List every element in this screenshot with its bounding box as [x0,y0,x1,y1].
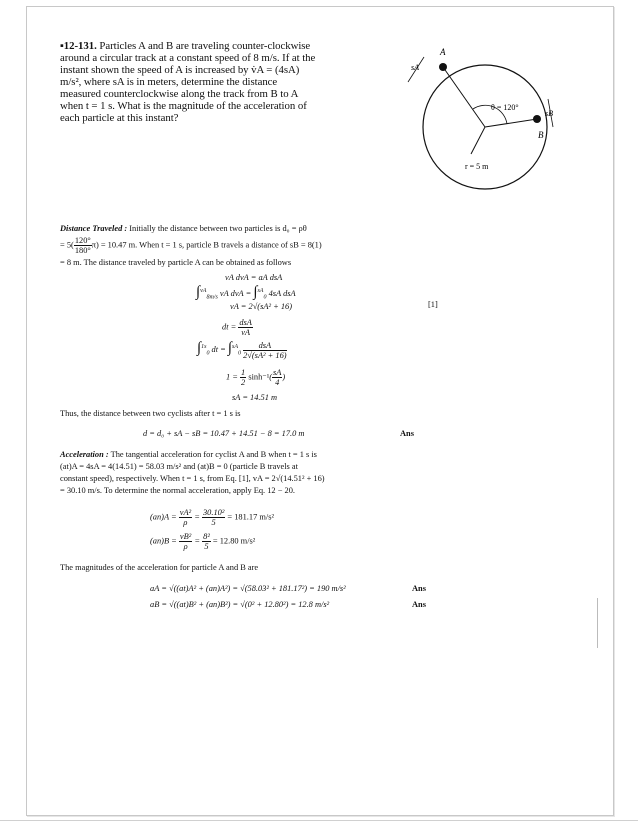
eq6-top: sA [273,368,282,377]
eq5-upper-l: 1s [201,344,207,351]
an-a-top-1: vA² [179,508,192,517]
an-b-top-2: 8² [203,532,210,541]
an-a-result: = 181.17 m/s² [227,512,274,522]
equation-7: sA = 14.51 m [232,393,278,402]
answer-label-2: Ans [412,584,426,593]
an-b-bot-2: 5 [204,542,209,551]
label-a: A [440,47,446,57]
problem-number: ▪12-131. [60,40,97,52]
distance-line-2a: = 5 [60,240,72,250]
eq6-sinh: sinh⁻¹ [248,372,270,382]
eq6-left: 1 = [226,372,238,382]
eq2-lower-limit: 8m/s [206,294,218,301]
distance-heading: Distance Traveled : [60,224,128,233]
particle-b [533,115,541,123]
answer-label-3: Ans [412,600,426,609]
an-a-frac-2 [202,508,225,527]
answer-label-1: Ans [400,429,414,438]
accel-magnitude-a: aA = √((at)A² + (an)A²) = √(58.03² + 181.17²) = 190 m/s² [150,584,346,593]
distance-frac-bot: 180° [74,246,91,255]
equation-3-number: [1] [428,300,438,309]
an-a-bot-2: 5 [211,518,216,527]
acceleration-line-1-text: The tangential acceleration for cyclist A and B when t = 1 s is [110,450,317,459]
eq5-fraction [243,341,286,360]
equation-5: ∫$^{1s}_0$ dt = ∫$^{sA}_0$ $\frac{\text{dsA}}{\text{2√(sA² + 16)}}$ [197,340,287,360]
eq5-upper-r: sA [232,344,239,351]
eq6-bot: 4 [275,378,280,387]
particle-a [439,63,447,71]
equation-3: vA = 2√(sA² + 16) [230,302,292,311]
an-b-result: = 12.80 m/s² [212,536,256,546]
eq2-left: vA dvA = [219,289,252,298]
problem-statement [60,40,316,124]
radius-down [471,127,485,154]
eq4-top: dsA [239,318,252,327]
acceleration-line-4: = 30.10 m/s. To determine the normal acceleration, apply Eq. 12 − 20. [60,486,296,495]
an-a-frac-1 [179,508,192,527]
an-a-left: (an)A = [150,512,177,522]
equation-4 [222,318,253,337]
distance-line-2: = 5( $\frac{120^\circ}{180^\circ}$ π) = 10.47 m. When t = 1 s, particle B travels a distance of sB = 8(1) [60,236,322,255]
an-b-top-1: vB² [179,532,192,541]
magnitude-line: The magnitudes of the acceleration for particle A and B are [60,563,259,572]
label-sa: sA [411,63,419,72]
equation-6: 1 = $\frac{1}{2}$ sinh⁻¹( $\frac{sA}{4}$ ) [226,368,286,387]
eq5-lower-r: 0 [238,350,242,357]
acceleration-heading: Acceleration : [60,450,109,459]
eq2-right: 4sA dsA [268,289,296,298]
label-sb: sB [545,109,553,118]
eq5-left: dt = [211,345,226,354]
eq6-fraction [272,368,282,387]
normal-accel-b: (an)B = $\frac{\text{vB²}}{\rho}$ = $\frac{\text{8²}}{5}$ = 12.80 m/s² [150,532,256,551]
distance-line-3: = 8 m. The distance traveled by particle A can be obtained as follows [60,258,292,267]
eq2-int-upper: sA [257,288,264,295]
an-a-bot-1: ρ [183,518,188,527]
eq6-half [240,368,246,387]
eq5-lower-l: 0 [206,350,210,357]
radius-to-a [443,67,485,127]
eq5-bot: 2√(sA² + 16) [243,350,287,360]
normal-accel-a: (an)A = $\frac{\text{vA²}}{\rho}$ = $\frac{\text{30.10²}}{5}$ = 181.17 m/s² [150,508,274,527]
distance-pi: π [91,240,96,250]
an-b-frac-2 [202,532,211,551]
distance-result: d = d₀ + sA − sB = 10.47 + 14.51 − 8 = 17.0 m [143,429,305,438]
distance-intro-text: Initially the distance between two particles is d₀ = ρθ [129,224,307,233]
eq6-half-top: 1 [241,368,246,377]
distance-intro [60,224,540,234]
an-b-left: (an)B = [150,536,177,546]
eq4-bot: vA [241,328,251,337]
distance-frac-top: 120° [74,236,91,245]
an-a-top-2: 30.10² [202,508,225,517]
eq4-fraction [238,318,253,337]
scan-mark-right [597,598,598,648]
circular-track-diagram [388,42,558,192]
thus-line: Thus, the distance between two cyclists after t = 1 s is [60,409,241,418]
acceleration-line-2: (at)A = 4sA = 4(14.51) = 58.03 m/s² and (at)B = 0 (particle B travels at [60,462,298,471]
eq6-half-bot: 2 [241,378,246,387]
problem-text: Particles A and B are traveling counter-clockwise around a circular track at a constant speed of 8 m/s. If at the instant shown the speed of A is increased by v̇A = (4sA) m/s², where sA is in meters, determine the distance measured counterclockwise along the track from B to A when t = 1 s. What is the magnitude of the acceleration of each particle at this instant? [60,40,316,124]
eq4-left: dt = [222,322,237,332]
eq2-upper-limit: vA [200,288,207,295]
radius-label: r = 5 m [465,162,489,171]
acceleration-line-3: constant speed), respectively. When t = 1 s, from Eq. [1], vA = 2√(14.51² + 16) [60,474,325,483]
scan-edge-bottom [0,820,638,821]
an-b-bot-1: ρ [183,542,188,551]
radius-to-b [485,119,537,127]
an-b-frac-1 [179,532,192,551]
distance-fraction [74,236,92,255]
label-b: B [538,130,544,140]
eq5-top: dsA [243,341,286,351]
equation-1: vA dvA = aA dsA [225,273,283,282]
angle-label: θ = 120° [491,103,519,112]
distance-line-2c: = 10.47 m. When t = 1 s, particle B travels a distance of sB = 8(1) [100,240,322,250]
accel-magnitude-b: aB = √((at)B² + (an)B²) = √(0² + 12.80²) = 12.8 m/s² [150,600,330,609]
eq2-int-lower: 0 [263,294,267,301]
equation-2: ∫$^{vA}_{8m/s}$ vA dvA = ∫$^{sA}_0$ 4sA dsA [196,284,296,301]
acceleration-line-1 [60,450,560,460]
